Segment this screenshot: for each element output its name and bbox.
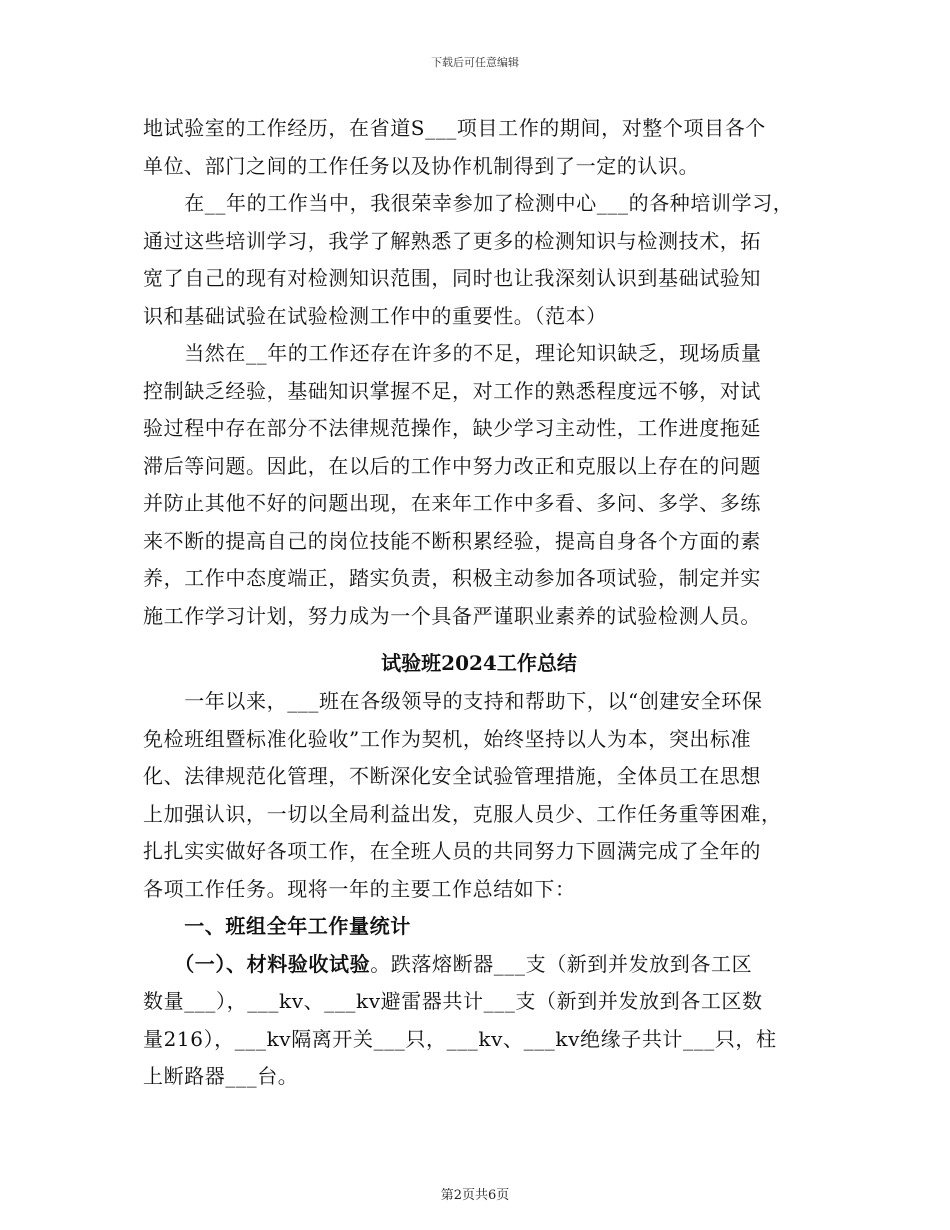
text-line: 通过这些培训学习，我学了解熟悉了更多的检测知识与检测技术，拓 xyxy=(143,228,761,253)
text-line: 化、法律规范化管理，不断深化安全试验管理措施，全体员工在思想 xyxy=(143,764,761,788)
text-line: 各项工作任务。现将一年的主要工作总结如下： xyxy=(143,876,576,901)
text-line: 控制缺乏经验，基础知识掌握不足，对工作的熟悉程度远不够，对试 xyxy=(143,378,761,403)
text-line: 宽了自己的现有对检测知识范围，同时也让我深刻认识到基础试验知 xyxy=(143,266,761,290)
text-line: 并防止其他不好的问题出现，在来年工作中多看、多问、多学、多练 xyxy=(143,491,761,515)
text-line: 当然在__年的工作还存在许多的不足，理论知识缺乏，现场质量 xyxy=(143,341,762,365)
subsection-heading: （一）、材料验收试验 xyxy=(143,951,371,976)
text-line: 验过程中存在部分不法律规范操作，缺少学习主动性，工作进度拖延 xyxy=(143,416,761,440)
document-body xyxy=(143,110,815,1096)
document-title: 试验班2024工作总结 xyxy=(381,651,577,675)
text-line: 数量___），___kv、___kv避雷器共计___支（新到并发放到各工区数 xyxy=(143,989,763,1013)
text-line: 上加强认识，一切以全局利益出发，克服人员少、工作任务重等困难， xyxy=(143,801,782,826)
text-line: 扎扎实实做好各项工作，在全班人员的共同努力下圆满完成了全年的 xyxy=(143,839,761,863)
text-line: 在__年的工作当中，我很荣幸参加了检测中心___的各种培训学习， xyxy=(143,191,794,215)
text-line: 一年以来，___班在各级领导的支持和帮助下，以“创建安全环保 xyxy=(143,689,763,713)
text-line: 单位、部门之间的工作任务以及协作机制得到了一定的认识。 xyxy=(143,153,700,178)
page-header: 下载后可任意编辑 xyxy=(431,56,519,69)
paragraph-group-3 xyxy=(143,983,815,1096)
paragraph-group-2 xyxy=(143,683,815,908)
text-line: 地试验室的工作经历，在省道S___项目工作的期间，对整个项目各个 xyxy=(143,116,766,140)
text-line: 养，工作中态度端正，踏实负责，积极主动参加各项试验，制定并实 xyxy=(143,566,761,590)
section-heading: 一、班组全年工作量统计 xyxy=(143,914,411,938)
text-line: 免检班组暨标准化验收”工作为契机，始终坚持以人为本，突出标准 xyxy=(143,726,752,751)
text-line: 来不断的提高自己的岗位技能不断积累经验，提高自身各个方面的素 xyxy=(143,528,761,553)
text-line: 识和基础试验在试验检测工作中的重要性。（范本） xyxy=(143,303,607,328)
subsection-line xyxy=(143,946,815,984)
paragraph-group-1 xyxy=(143,110,815,635)
subsection-text: 。跌落熔断器___支（新到并发放到各工区 xyxy=(370,951,753,976)
text-line: 量216），___kv隔离开关___只，___kv、___kv绝缘子共计___只，柱 xyxy=(143,1026,777,1051)
page-footer: 第2页共6页 xyxy=(440,1188,510,1203)
text-line: 上断路器___台。 xyxy=(143,1064,299,1088)
text-line: 施工作学习计划，努力成为一个具备严谨职业素养的试验检测人员。 xyxy=(143,603,761,628)
text-line: 滞后等问题。因此，在以后的工作中努力改正和克服以上存在的问题 xyxy=(143,453,761,478)
